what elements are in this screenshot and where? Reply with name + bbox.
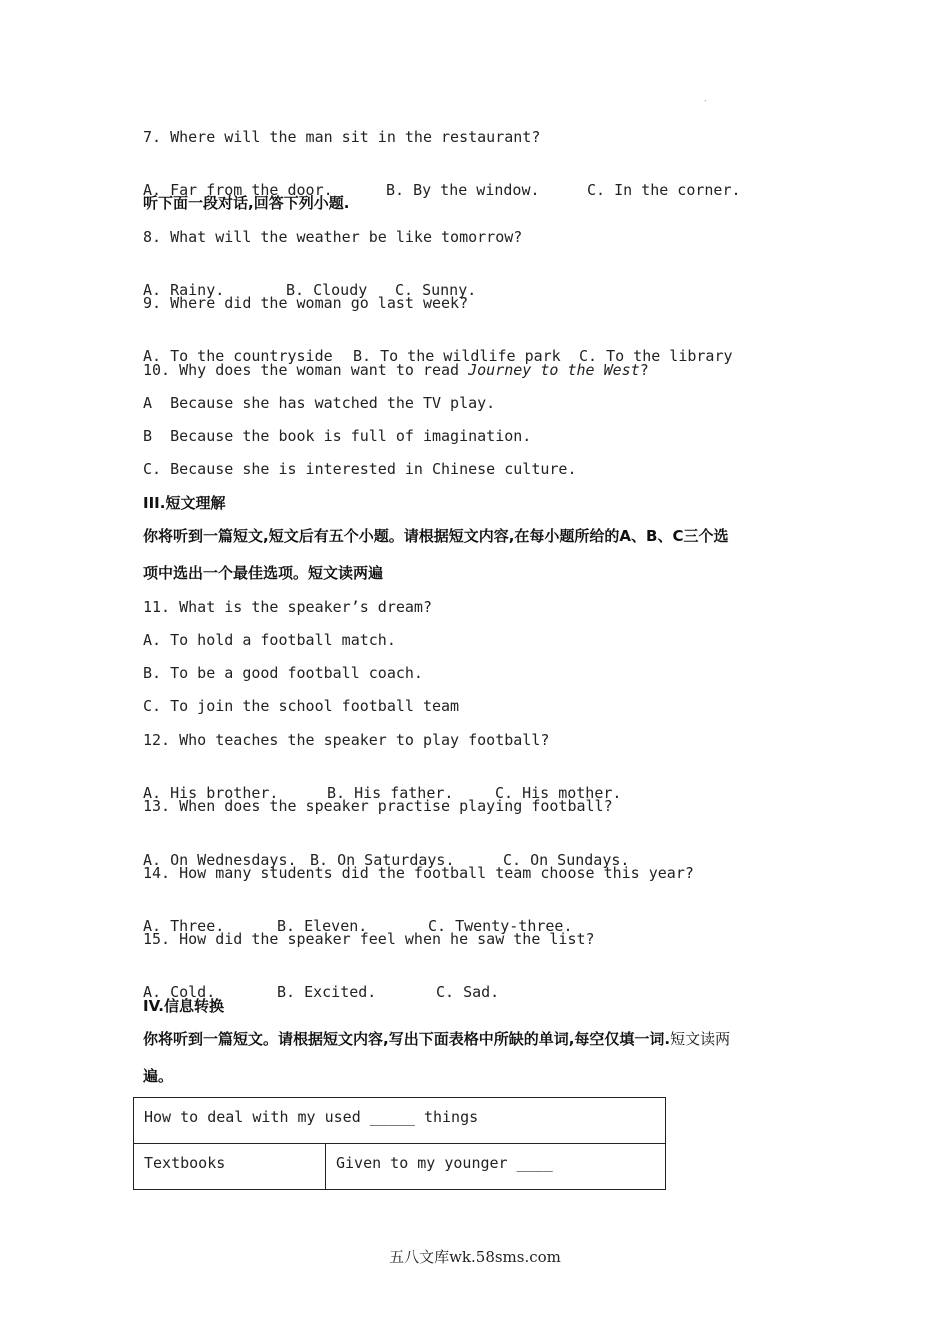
- book-title: Journey to the West: [468, 361, 640, 379]
- option-c: C. To the library: [579, 347, 733, 365]
- top-mark: ˎ: [703, 92, 708, 101]
- question-11-option-a: A. To hold a football match.: [143, 631, 396, 649]
- option-c: C. His mother.: [495, 784, 622, 802]
- question-11-option-c: C. To join the school football team: [143, 697, 460, 715]
- option-b: B. By the window.: [386, 181, 540, 199]
- option-c: C. Sunny.: [395, 281, 477, 299]
- question-13: 13. When does the speaker practise playing football?: [143, 797, 613, 815]
- question-7: 7. Where will the man sit in the restaurant?: [143, 128, 541, 146]
- option-a: A. His brother.: [143, 784, 279, 802]
- question-10-prefix: 10. Why does the woman want to read: [143, 361, 469, 379]
- option-c: C. In the corner.: [587, 181, 741, 199]
- question-11-option-b: B. To be a good football coach.: [143, 664, 423, 682]
- option-c: C. Twenty-three.: [428, 917, 573, 935]
- option-b: B. His father.: [327, 784, 454, 802]
- section-4-instruction-1: [143, 1029, 730, 1049]
- option-a: A. To the countryside: [143, 347, 333, 365]
- dialog-instruction: 听下面一段对话,回答下列小题.: [143, 194, 350, 212]
- option-a: A. On Wednesdays.: [143, 851, 297, 869]
- instruction-normal: 短文读两: [670, 1030, 731, 1048]
- table-header-cell: How to deal with my used _____ things: [134, 1098, 666, 1144]
- option-b: B. To the wildlife park: [353, 347, 561, 365]
- option-a: A. Far from the door.: [143, 181, 333, 199]
- question-10-option-a: A Because she has watched the TV play.: [143, 394, 496, 412]
- option-b: B. Cloudy: [286, 281, 368, 299]
- option-c: C. On Sundays.: [503, 851, 630, 869]
- question-10-option-c: C. Because she is interested in Chinese culture.: [143, 460, 577, 478]
- option-a: A. Rainy.: [143, 281, 225, 299]
- instruction-bold: 你将听到一篇短文。请根据短文内容,写出下面表格中所缺的单词,每空仅填一词.: [143, 1030, 671, 1048]
- question-11: 11. What is the speaker’s dream?: [143, 598, 432, 616]
- question-12: 12. Who teaches the speaker to play football?: [143, 731, 550, 749]
- question-10: [143, 360, 649, 380]
- question-15: 15. How did the speaker feel when he saw the list?: [143, 930, 595, 948]
- question-14: 14. How many students did the football team choose this year?: [143, 864, 694, 882]
- section-3-instruction-2: 项中选出一个最佳选项。短文读两遍: [143, 564, 384, 582]
- table-row: [134, 1144, 666, 1190]
- question-10-suffix: ?: [639, 361, 649, 379]
- option-c: C. Sad.: [436, 983, 500, 1001]
- option-b: B. Excited.: [277, 983, 377, 1001]
- section-3-heading: III.短文理解: [143, 494, 226, 512]
- question-10-option-b: B Because the book is full of imagination.: [143, 427, 532, 445]
- option-a: A. Three.: [143, 917, 225, 935]
- info-table: [133, 1097, 666, 1190]
- footer-watermark: 五八文库wk.58sms.com: [389, 1248, 561, 1266]
- question-8: 8. What will the weather be like tomorrow?: [143, 228, 523, 246]
- table-cell-given: Given to my younger ____: [326, 1144, 666, 1190]
- option-b: B. On Saturdays.: [310, 851, 455, 869]
- option-b: B. Eleven.: [277, 917, 368, 935]
- table-cell-textbooks: Textbooks: [134, 1144, 326, 1190]
- table-row: [134, 1098, 666, 1144]
- section-4-heading: IV.信息转换: [143, 997, 224, 1015]
- question-9: 9. Where did the woman go last week?: [143, 294, 469, 312]
- section-3-instruction-1: 你将听到一篇短文,短文后有五个小题。请根据短文内容,在每小题所给的A、B、C三个选: [143, 527, 729, 545]
- option-a: A. Cold.: [143, 983, 216, 1001]
- section-4-instruction-2: 遍。: [143, 1067, 174, 1085]
